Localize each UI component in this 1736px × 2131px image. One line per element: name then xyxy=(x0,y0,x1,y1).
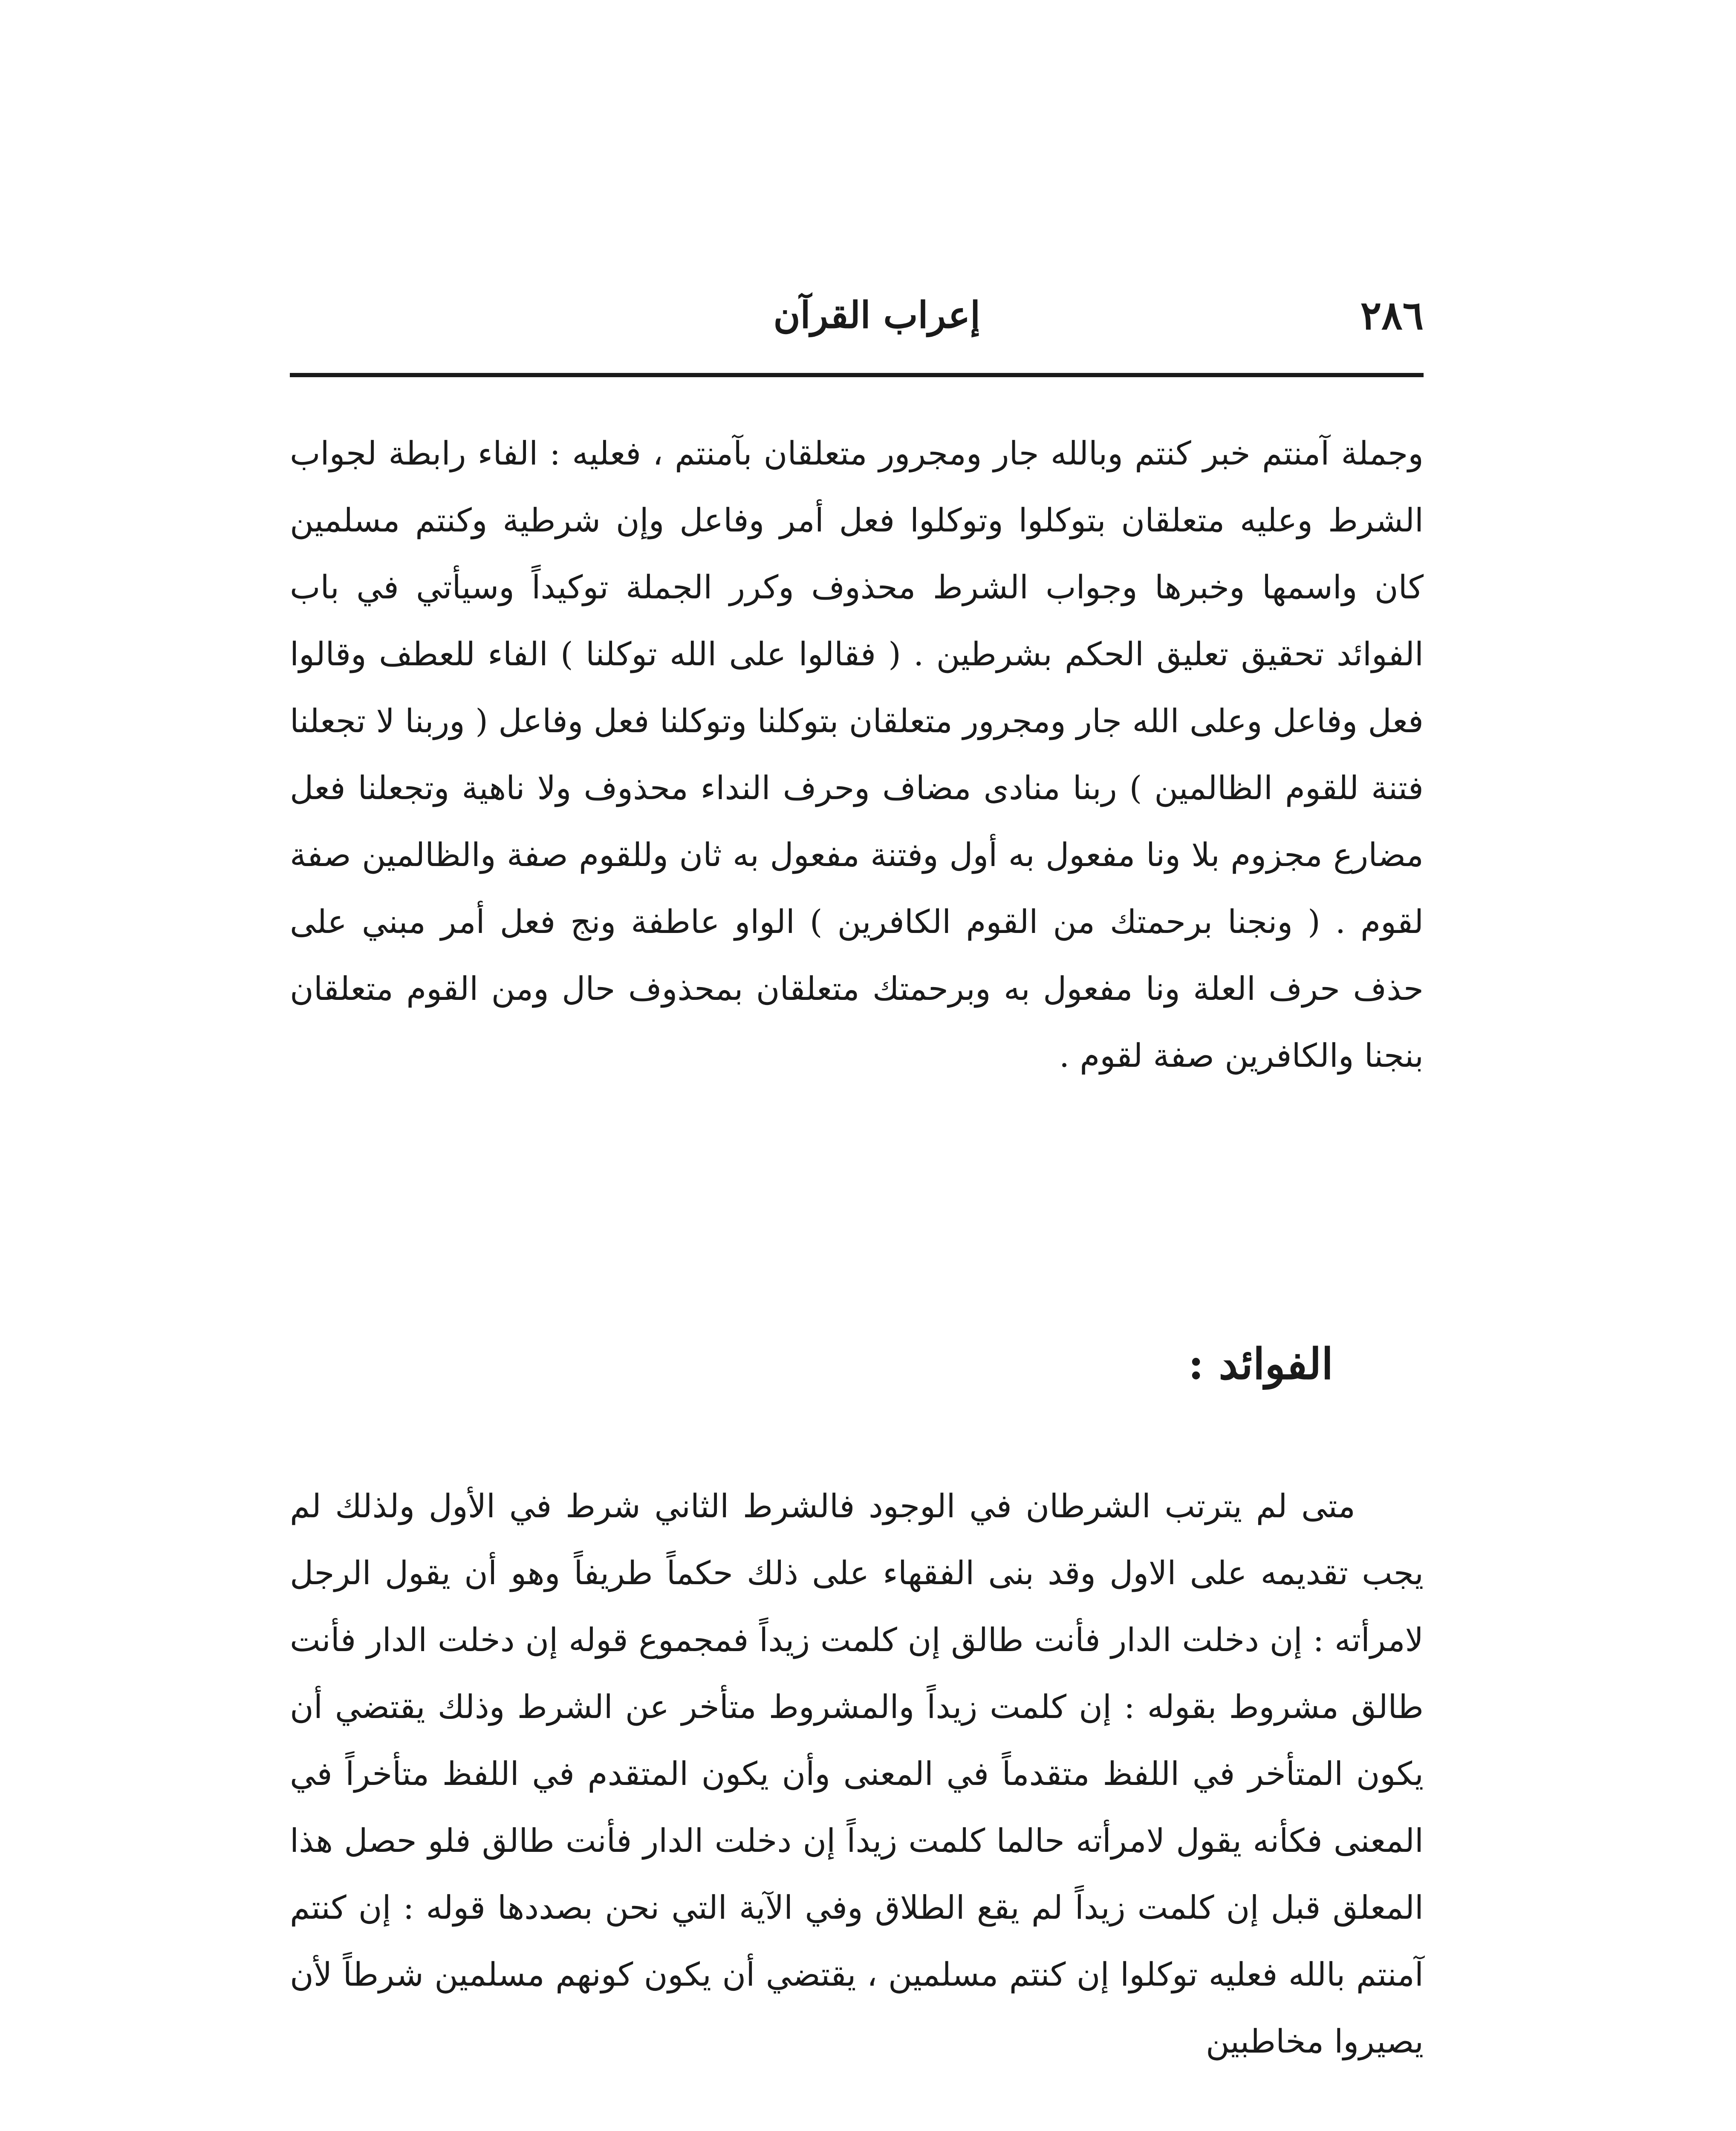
paragraph: متى لم يترتب الشرطان في الوجود فالشرط الثاني شرط في الأول ولذلك لم يجب تقديمه على الاول وقد بنى الفقهاء على ذلك حكماً طريفاً وهو أن يقول الرجل لامرأته : إن دخلت الدار فأنت طالق إن كلمت زيداً فمجموع قوله إن دخلت الدار فأنت طالق مشروط بقوله : إن كلمت زيداً والمشروط متأخر عن الشرط وذلك يقتضي أن يكون المتأخر في اللفظ متقدماً في المعنى وأن يكون المتقدم في اللفظ متأخراً في المعنى فكأنه يقول لامرأته حالما كلمت زيداً إن دخلت الدار فأنت طالق فلو حصل هذا المعلق قبل إن كلمت زيداً لم يقع الطلاق وفي الآية التي نحن بصددها قوله : إن كنتم آمنتم بالله فعليه توكلوا إن كنتم مسلمين ، يقتضي أن يكون كونهم مسلمين شرطاً لأن يصيروا مخاطبين xyxy=(290,1487,1424,2060)
benefits-block xyxy=(290,1473,1424,2075)
grammar-analysis-block xyxy=(290,420,1424,1089)
running-title: إعراب القرآن xyxy=(773,294,980,337)
page-number: ٢٨٦ xyxy=(1360,292,1424,338)
header-rule xyxy=(290,373,1424,377)
section-heading: الفوائد : xyxy=(1188,1339,1333,1389)
page-header xyxy=(290,290,1424,341)
paragraph: وجملة آمنتم خبر كنتم وبالله جار ومجرور متعلقان بآمنتم ، فعليه : الفاء رابطة لجواب الشرط وعليه متعلقان بتوكلوا وتوكلوا فعل أمر وفاعل وإن شرطية وكنتم مسلمين كان واسمها وخبرها وجواب الشرط محذوف وكرر الجملة توكيداً وسيأتي في باب الفوائد تحقيق تعليق الحكم بشرطين . ( فقالوا على الله توكلنا ) الفاء للعطف وقالوا فعل وفاعل وعلى الله جار ومجرور متعلقان بتوكلنا وتوكلنا فعل وفاعل ( وربنا لا تجعلنا فتنة للقوم الظالمين ) ربنا منادى مضاف وحرف النداء محذوف ولا ناهية وتجعلنا فعل مضارع مجزوم بلا ونا مفعول به أول وفتنة مفعول به ثان وللقوم صفة والظالمين صفة لقوم . ( ونجنا برحمتك من القوم الكافرين ) الواو عاطفة ونج فعل أمر مبني على حذف حرف العلة ونا مفعول به وبرحمتك متعلقان بمحذوف حال ومن القوم متعلقان بنجنا والكافرين صفة لقوم . xyxy=(290,434,1424,1074)
